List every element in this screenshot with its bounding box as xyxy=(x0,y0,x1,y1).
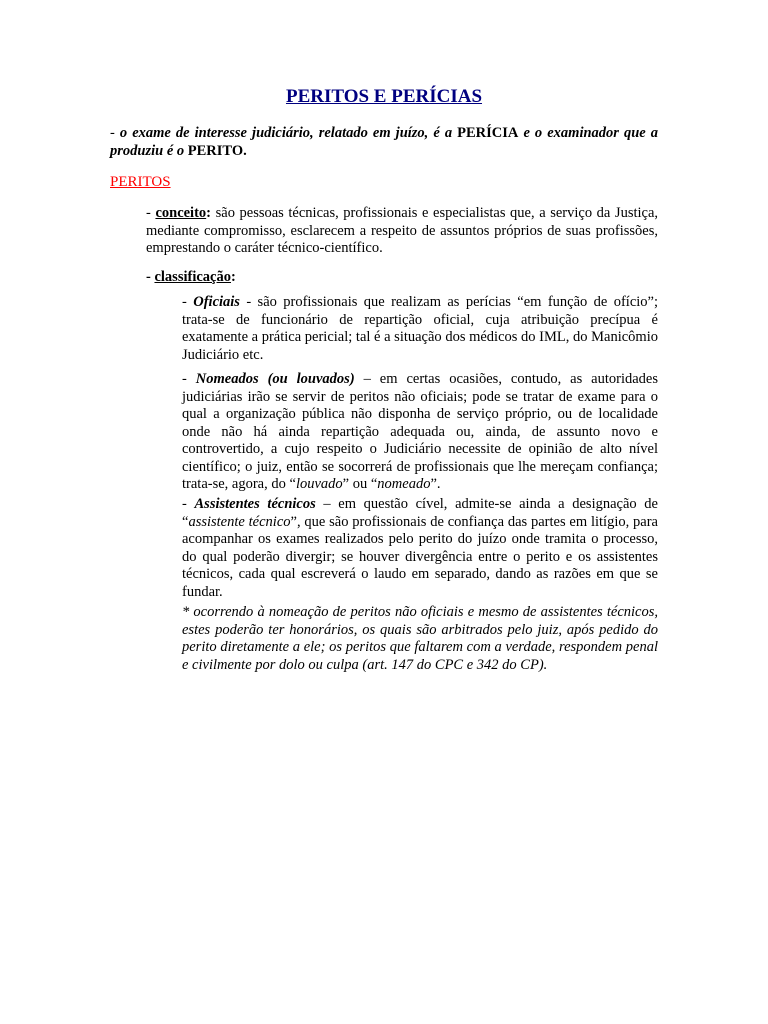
nomeados-name: Nomeados (ou louvados) xyxy=(195,371,355,387)
conceito-colon: : xyxy=(206,205,212,221)
conceito-text: são pessoas técnicas, profissionais e especialistas que, a serviço da Justiça, mediante compromisso, esclarecem a respeito de assuntos próprios de suas profissões, emprestando o caráter técnico-científico. xyxy=(146,205,659,256)
classificacao-dash: - xyxy=(146,269,151,285)
intro-term-perito: PERITO. xyxy=(187,143,247,159)
assistentes-dash: - xyxy=(182,496,187,512)
nomeados-paragraph xyxy=(182,371,658,494)
footnote-honorarios: * ocorrendo à nomeação de peritos não oficiais e mesmo de assistentes técnicos, estes poderão ter honorários, os quais são arbitrados pelo juiz, após pedido do perito diretamente a ele; os peritos que faltarem com a verdade, respondem penal e civilmente por dolo ou culpa (art. 147 do CPC e 342 do CP). xyxy=(182,604,658,673)
assistentes-term: assistente técnico xyxy=(188,513,291,530)
nomeados-term-louvado: louvado xyxy=(295,476,343,492)
intro-term-pericia: PERÍCIA xyxy=(457,125,519,141)
nomeados-term-nomeado: nomeado xyxy=(377,476,431,492)
conceito-dash: - xyxy=(146,205,151,221)
assistentes-name: Assistentes técnicos xyxy=(194,496,316,512)
oficiais-name: Oficiais xyxy=(193,294,240,310)
oficiais-dash: - xyxy=(182,294,187,310)
intro-text-1: o exame de interesse judiciário, relatado em juízo, é a xyxy=(119,125,453,141)
intro-text-2: e o examinador que a produziu é o xyxy=(110,125,659,159)
nomeados-end: ”. xyxy=(430,476,441,492)
assistentes-text-2: ”, que são profissionais de confiança das partes em litígio, para acompanhar os exames realizados pelo perito do juízo onde tramita o processo, do qual poderão divergir; se houver divergência entre o perito e os assistentes técnicos, cada qual escreverá o laudo em separado, dando as razões em que se fundar. xyxy=(182,513,658,600)
nomeados-text: – em certas ocasiões, contudo, as autoridades judiciárias irão se servir de peritos não oficiais; pode se tratar de exame para o qual a organização pública não disponha de serviço próprio, ou de localidade onde não há ainda repartição adequada ou, ainda, de assunto novo e controvertido, a cujo respeito o Judiciário necessite de opinião de alto nível científico; o juiz, então se socorrerá de profissionais que lhe mereçam confiança; trata-se, agora, do “ xyxy=(182,371,659,492)
oficiais-text: - são profissionais que realizam as perícias “em função de ofício”; trata-se de funcionário de repartição oficial, cuja atribuição precípua é exatamente a prática pericial; tal é a situação dos médicos do IML, do Manicômio Judiciário etc. xyxy=(182,294,659,363)
section-heading-peritos: PERITOS xyxy=(110,174,171,190)
intro-dash: - xyxy=(110,125,115,141)
classificacao-label: classificação xyxy=(154,269,231,285)
conceito-paragraph xyxy=(146,205,658,258)
nomeados-mid: ” ou “ xyxy=(342,476,378,492)
intro-paragraph xyxy=(110,124,658,160)
classificacao-heading xyxy=(146,269,658,286)
nomeados-dash: - xyxy=(182,371,187,387)
oficiais-paragraph xyxy=(182,294,658,364)
assistentes-text-1: – em questão cível, admite-se ainda a designação de “ xyxy=(182,496,658,530)
conceito-label: conceito xyxy=(155,205,207,221)
page-title: PERITOS E PERÍCIAS xyxy=(285,86,483,107)
classificacao-colon: : xyxy=(230,269,236,285)
assistentes-paragraph xyxy=(182,496,658,601)
